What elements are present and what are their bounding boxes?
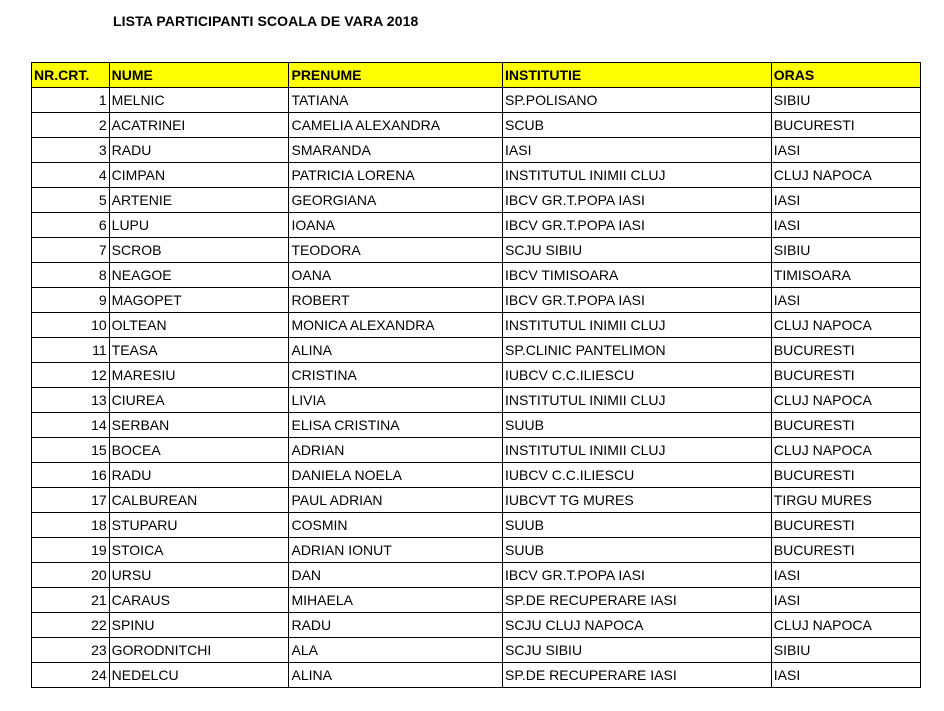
table-row: [32, 113, 921, 138]
cell-prenume: ROBERT: [289, 288, 503, 313]
table-row: [32, 638, 921, 663]
cell-nr-crt: 20: [32, 563, 110, 588]
cell-oras: BUCURESTI: [771, 538, 920, 563]
cell-prenume: OANA: [289, 263, 503, 288]
table-row: [32, 238, 921, 263]
table-row: [32, 488, 921, 513]
cell-oras: SIBIU: [771, 638, 920, 663]
cell-oras: BUCURESTI: [771, 113, 920, 138]
cell-prenume: ELISA CRISTINA: [289, 413, 503, 438]
cell-nume: SCROB: [109, 238, 289, 263]
cell-nume: RADU: [109, 463, 289, 488]
cell-oras: IASI: [771, 188, 920, 213]
cell-oras: BUCURESTI: [771, 338, 920, 363]
cell-nr-crt: 12: [32, 363, 110, 388]
cell-oras: CLUJ NAPOCA: [771, 438, 920, 463]
cell-institutie: SCJU SIBIU: [503, 638, 772, 663]
cell-institutie: SP.DE RECUPERARE IASI: [503, 663, 772, 688]
cell-oras: IASI: [771, 138, 920, 163]
column-header-nr-crt: NR.CRT.: [32, 63, 110, 88]
cell-nr-crt: 21: [32, 588, 110, 613]
cell-institutie: SCJU SIBIU: [503, 238, 772, 263]
cell-prenume: ALINA: [289, 663, 503, 688]
table-row: [32, 213, 921, 238]
cell-institutie: IBCV GR.T.POPA IASI: [503, 213, 772, 238]
cell-institutie: SUUB: [503, 538, 772, 563]
cell-oras: SIBIU: [771, 88, 920, 113]
column-header-prenume: PRENUME: [289, 63, 503, 88]
cell-nume: NEAGOE: [109, 263, 289, 288]
cell-oras: IASI: [771, 213, 920, 238]
cell-oras: BUCURESTI: [771, 463, 920, 488]
table-row: [32, 588, 921, 613]
cell-prenume: DANIELA NOELA: [289, 463, 503, 488]
cell-nume: URSU: [109, 563, 289, 588]
cell-prenume: ALINA: [289, 338, 503, 363]
table-row: [32, 438, 921, 463]
table-row: [32, 163, 921, 188]
cell-oras: IASI: [771, 563, 920, 588]
cell-institutie: INSTITUTUL INIMII CLUJ: [503, 388, 772, 413]
cell-nume: BOCEA: [109, 438, 289, 463]
cell-nume: RADU: [109, 138, 289, 163]
cell-prenume: RADU: [289, 613, 503, 638]
cell-oras: BUCURESTI: [771, 413, 920, 438]
cell-nr-crt: 10: [32, 313, 110, 338]
cell-nume: NEDELCU: [109, 663, 289, 688]
header-row: [32, 63, 921, 88]
cell-oras: CLUJ NAPOCA: [771, 613, 920, 638]
cell-prenume: PATRICIA LORENA: [289, 163, 503, 188]
cell-nume: CIMPAN: [109, 163, 289, 188]
cell-prenume: PAUL ADRIAN: [289, 488, 503, 513]
cell-prenume: COSMIN: [289, 513, 503, 538]
table-row: [32, 513, 921, 538]
cell-prenume: GEORGIANA: [289, 188, 503, 213]
cell-oras: SIBIU: [771, 238, 920, 263]
cell-nr-crt: 5: [32, 188, 110, 213]
cell-institutie: INSTITUTUL INIMII CLUJ: [503, 438, 772, 463]
cell-oras: CLUJ NAPOCA: [771, 313, 920, 338]
cell-nr-crt: 24: [32, 663, 110, 688]
cell-prenume: ADRIAN IONUT: [289, 538, 503, 563]
cell-nume: OLTEAN: [109, 313, 289, 338]
cell-nume: CIUREA: [109, 388, 289, 413]
cell-nr-crt: 3: [32, 138, 110, 163]
cell-nr-crt: 18: [32, 513, 110, 538]
cell-nume: SERBAN: [109, 413, 289, 438]
cell-nr-crt: 19: [32, 538, 110, 563]
cell-oras: CLUJ NAPOCA: [771, 388, 920, 413]
cell-nume: STOICA: [109, 538, 289, 563]
cell-oras: TIMISOARA: [771, 263, 920, 288]
cell-nr-crt: 9: [32, 288, 110, 313]
participants-table: [31, 62, 921, 688]
cell-institutie: SCJU CLUJ NAPOCA: [503, 613, 772, 638]
cell-nr-crt: 4: [32, 163, 110, 188]
cell-institutie: SP.DE RECUPERARE IASI: [503, 588, 772, 613]
cell-nume: MARESIU: [109, 363, 289, 388]
cell-institutie: IUBCV C.C.ILIESCU: [503, 363, 772, 388]
cell-nr-crt: 8: [32, 263, 110, 288]
cell-institutie: IASI: [503, 138, 772, 163]
cell-nume: ARTENIE: [109, 188, 289, 213]
cell-prenume: MIHAELA: [289, 588, 503, 613]
table-row: [32, 563, 921, 588]
cell-nume: MELNIC: [109, 88, 289, 113]
cell-institutie: IBCV TIMISOARA: [503, 263, 772, 288]
cell-institutie: INSTITUTUL INIMII CLUJ: [503, 313, 772, 338]
cell-nr-crt: 11: [32, 338, 110, 363]
cell-institutie: IBCV GR.T.POPA IASI: [503, 288, 772, 313]
cell-nr-crt: 14: [32, 413, 110, 438]
cell-prenume: TATIANA: [289, 88, 503, 113]
cell-nr-crt: 13: [32, 388, 110, 413]
cell-prenume: IOANA: [289, 213, 503, 238]
cell-nr-crt: 16: [32, 463, 110, 488]
cell-nume: SPINU: [109, 613, 289, 638]
cell-nr-crt: 17: [32, 488, 110, 513]
cell-prenume: CAMELIA ALEXANDRA: [289, 113, 503, 138]
table-row: [32, 138, 921, 163]
page-title: LISTA PARTICIPANTI SCOALA DE VARA 2018: [113, 13, 419, 29]
table-row: [32, 363, 921, 388]
cell-oras: TIRGU MURES: [771, 488, 920, 513]
cell-nr-crt: 15: [32, 438, 110, 463]
cell-oras: BUCURESTI: [771, 363, 920, 388]
table-row: [32, 463, 921, 488]
table-row: [32, 663, 921, 688]
table-row: [32, 313, 921, 338]
cell-institutie: SUUB: [503, 413, 772, 438]
cell-nume: TEASA: [109, 338, 289, 363]
cell-prenume: MONICA ALEXANDRA: [289, 313, 503, 338]
cell-oras: IASI: [771, 288, 920, 313]
cell-nr-crt: 7: [32, 238, 110, 263]
cell-institutie: SP.POLISANO: [503, 88, 772, 113]
cell-oras: IASI: [771, 663, 920, 688]
cell-nume: ACATRINEI: [109, 113, 289, 138]
cell-institutie: INSTITUTUL INIMII CLUJ: [503, 163, 772, 188]
table-row: [32, 413, 921, 438]
cell-prenume: ALA: [289, 638, 503, 663]
cell-prenume: TEODORA: [289, 238, 503, 263]
cell-institutie: IUBCVT TG MURES: [503, 488, 772, 513]
cell-nume: GORODNITCHI: [109, 638, 289, 663]
cell-nr-crt: 2: [32, 113, 110, 138]
cell-institutie: IUBCV C.C.ILIESCU: [503, 463, 772, 488]
cell-nume: CALBUREAN: [109, 488, 289, 513]
cell-nr-crt: 23: [32, 638, 110, 663]
column-header-nume: NUME: [109, 63, 289, 88]
table-row: [32, 88, 921, 113]
cell-institutie: SUUB: [503, 513, 772, 538]
cell-oras: IASI: [771, 588, 920, 613]
cell-institutie: SP.CLINIC PANTELIMON: [503, 338, 772, 363]
column-header-institutie: INSTITUTIE: [503, 63, 772, 88]
cell-prenume: DAN: [289, 563, 503, 588]
table-row: [32, 188, 921, 213]
cell-institutie: IBCV GR.T.POPA IASI: [503, 563, 772, 588]
cell-nr-crt: 6: [32, 213, 110, 238]
cell-prenume: LIVIA: [289, 388, 503, 413]
cell-oras: CLUJ NAPOCA: [771, 163, 920, 188]
cell-prenume: SMARANDA: [289, 138, 503, 163]
table-body: [32, 88, 921, 688]
table-row: [32, 288, 921, 313]
cell-nume: STUPARU: [109, 513, 289, 538]
cell-nume: CARAUS: [109, 588, 289, 613]
cell-nume: MAGOPET: [109, 288, 289, 313]
table-row: [32, 388, 921, 413]
table-row: [32, 263, 921, 288]
cell-institutie: SCUB: [503, 113, 772, 138]
table-row: [32, 338, 921, 363]
cell-oras: BUCURESTI: [771, 513, 920, 538]
cell-nr-crt: 22: [32, 613, 110, 638]
cell-nume: LUPU: [109, 213, 289, 238]
cell-prenume: ADRIAN: [289, 438, 503, 463]
table-row: [32, 613, 921, 638]
column-header-oras: ORAS: [771, 63, 920, 88]
table-row: [32, 538, 921, 563]
cell-nr-crt: 1: [32, 88, 110, 113]
cell-institutie: IBCV GR.T.POPA IASI: [503, 188, 772, 213]
cell-prenume: CRISTINA: [289, 363, 503, 388]
